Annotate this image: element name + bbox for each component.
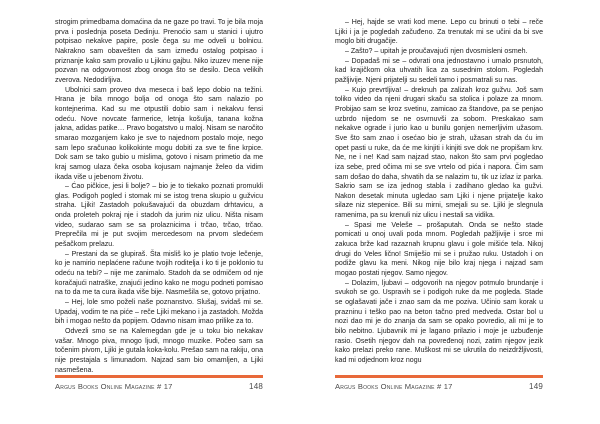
paragraph: – Zašto? – upitah je proučavajući njen dvosmisleni osmeh.	[345, 47, 528, 55]
left-page-text	[55, 18, 263, 375]
right-page	[300, 0, 600, 424]
paragraph: – Hej, lole smo poželi naše poznanstvo. Slušaj, svidaš mi se. Upadaj, vodim te na piće – reče Ljiki mekano i ja zastadoh. Možda bih i mogao nešto da popijem. Odavno nisam imao prilike za to.	[55, 299, 263, 326]
footer-magazine-title: Argus Books Online Magazine # 17	[335, 382, 453, 391]
footer-magazine-title: Argus Books Online Magazine # 17	[55, 382, 173, 391]
page-number: 149	[529, 382, 543, 391]
paragraph: – Dopadaš mi se – odvrati ona jednostavno i umalo prsnutoh, kad krajičkom oka uhvatih lica za susednim stolom. Pogledah pažljivije. Njeni prijatelji su sedeli tamo i posmatrali su nas.	[335, 57, 543, 84]
right-page-text	[335, 18, 543, 366]
paragraph: Ubolnici sam proveo dva meseca i baš lepo dobio na težini. Hrana je bila mnogo bolja od onoga što sam nalazio po kontejnerima. Kad su me otpustili dobio sam i nekakvu fensi odeću. Nove novcate farmerice, letnja košulja, tanana kožna jakna, adidas patike… Pravo bogatstvo u maloj. Nisam se naročito smarao mozganjem kako je sve to najednom postalo moje, nego sam lepo sračunao kolikokinte mogu dobiti za sve te fine krpice. Dok sam se tako gubio u mislima, gotovo i nisam primetio da me kraj samog ulaza čeka osoba kojusam najmanje želeo da vidim ikada više u jebenom životu.	[55, 86, 263, 181]
paragraph: – Prestani da se glupiraš. Šta misliš ko je platio tvoje lečenje, ko je namirio neplaćene račune tvojih roditelja i ko ti je poklonio tu odeću na tebi? – nije me zanimalo. Stadoh da se odmičem od nje koračajući natraške, znajući jedino kako ne mogu podneti pomisao na to da me ta cura ikada više bije. Nasmešila se, gotovo prijatno.	[55, 250, 263, 297]
paragraph: Odvezli smo se na Kalemegdan gde je u toku bio nekakav vašar. Mnogo piva, mnogo ljudi, mnogo muzike. Počeo sam sa točenim pivom, Ljiki je gutala koka-kolu. Prešao sam na rakiju, ona nije prestajala s limunadom. Najzad sam bio omamljen, a Ljiki nasmešena.	[55, 328, 263, 374]
footer-rule	[55, 375, 263, 378]
page-footer	[55, 382, 263, 391]
footer-rule	[335, 375, 543, 378]
paragraph: – Kujo prevrtljiva! – dreknuh pa zalizah kroz gužvu. Još sam toliko video da njeni drugari skaču sa stolica i polaze za mnom. Probijao sam se kroz svetinu, zamicao za štandove, pa se penjao uzbrdo nijedom se ne osvrnuvši za sobom. Preskakao sam nekakve ograde i jurio kao u bunilu gonjen nemerljivim užasom. Sve što sam znao i osećao bio je strah, užasan strah da ću im opet pasti u ruke, da će me kinjiti i kinjiti sve dok ne propišam krv. Ne, ne i ne! Kad sam najzad stao, nakon što sam prvi pogledao iza sebe, pred očima mi se sve vrtelo od pića i napora. Čim sam sam došao do daha, shvatih da se nalazim tu, tik uz izlaz iz parka. Sakrio sam se iza jednog stabla i zadihano gledao ka gužvi. Nakon desetak minuta ugledao sam Ljiki i njene prijatelje kako silaze niz stepenice. Bili su mirni, smejali su se. Ljiki je slegnula ramenima, pa su krenuli niz ulicu i nestali sa vidika.	[335, 86, 543, 220]
paragraph: – Dolazim, ljubavi – odgovorih na njegov potmulo brundanje i svukoh se go. Uspravih se i podigoh ruke da me pogleda. Stade se oglašavati jače i znao sam da me poziva. Učinio sam korak u prazninu i teško pao na beton tačno pred medveda. Ostar bol u nozi dao mi je do znanja da sam se opako povredio, ali mi je to bilo nebitno. Ljubavnik mi je lagano prilazio i moje je uzbuđenje rasio. Osetih njegov dah na povređenoj nozi, zatim njegov jezik kako prelazi preko rane. Muškost mi se ukrutila do neizdržljivosti, kad mi odjednom kroz nogu	[335, 279, 543, 364]
page-footer	[335, 382, 543, 391]
paragraph: – Hej, hajde se vrati kod mene. Lepo cu brinuti o tebi – reče Ljiki i ja je pogledah začuđeno. Za trenutak mi se učini da bi sve moglo biti drugačije.	[335, 19, 543, 46]
page-number: 148	[249, 382, 263, 391]
paragraph: – Ćao pičkice, jesi li bolje? – bio je to tiekako poznati promukli glas. Podigoh pogled i stomak mi se istog trena skupio u gužvicu straha. Ljiki! Zastadoh pokušavajući da obuzdam drhtavicu, a onda proleteh pokraj nje i stadoh da jurim niz ulicu. Ništa nisam video, sudarao sam se sa prolaznicima i trčao, trčao, trčao. Preprečila mi je put svojim mercedesom na prvom sledećem pešačkom prelazu.	[55, 183, 263, 249]
paragraph: – Spasi me Veleše – prošaputah. Onda se nešto stade pomicati u onoj uvali poda mnom. Pogledah pažljivije i srce mi zakuca brže kad razaznah krupnu glavu i gole mišiće tela. Nikoj drugi do Veles lično! Smiješio mi se i pružao ruku. Ustadoh i on podiže glavu ka meni. Nikog nije bilo kraj njega i najzad sam mogao postati njegov. Samo njegov.	[335, 221, 543, 278]
paragraph: strogim primedbama domaćina da ne gaze po travi. To je bila moja prva i poslednja poseta Dedinju. Prenoćio sam u stanici i ujutro potpisao nekakve papire, posle čega su me odveli u bolnicu. Nakrakno sam obavešten da sam između ostalog potpisao i priznanje kako sam provalio u Ljikinu gajbu. Niko izuzev mene nije pozvan na odgovornost zbog onoga što se desilo. Deca velikih zverova. Nedodirljiva.	[55, 19, 263, 84]
